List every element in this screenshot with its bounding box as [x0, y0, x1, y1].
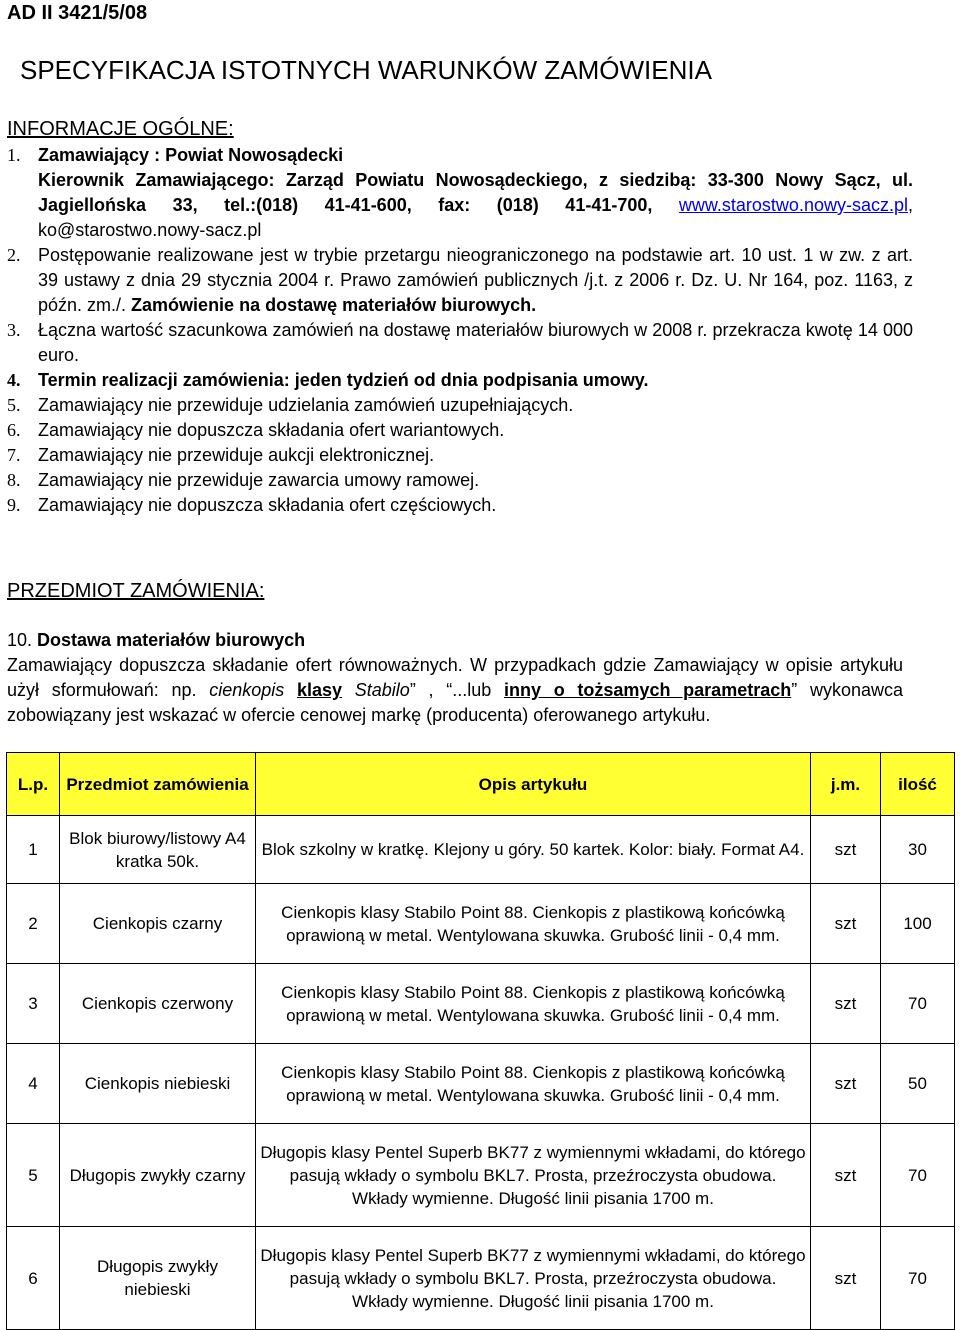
document-title: SPECYFIKACJA ISTOTNYCH WARUNKÓW ZAMÓWIENIA: [20, 55, 712, 85]
cell-unit: szt: [811, 884, 881, 964]
item-number: 1.: [7, 145, 21, 165]
header-description: Opis artykułu: [256, 753, 811, 816]
authority-details: Kierownik Zamawiającego: Zarząd Powiatu Nowosądeckiego, z siedzibą: 33-300 Nowy Sącz, ul. Jagiellońska 33, tel.:(018) 41-41-600, fax: (018) 41-41-700,: [38, 170, 913, 215]
cell-lp: 6: [7, 1227, 60, 1330]
general-item-1: [7, 143, 913, 243]
document-reference: AD II 3421/5/08: [7, 2, 148, 24]
header-subject: Przedmiot zamówienia: [60, 753, 256, 816]
general-info-heading: INFORMACJE OGÓLNE:: [7, 118, 234, 140]
cell-lp: 1: [7, 816, 60, 884]
item-number: 4.: [7, 370, 21, 390]
cell-unit: szt: [811, 1044, 881, 1124]
cell-subject: Blok biurowy/listowy A4 kratka 50k.: [60, 816, 256, 884]
email-text: , ko@starostwo.nowy-sacz.pl: [38, 195, 913, 240]
table-row: [7, 884, 955, 964]
website-link[interactable]: www.starostwo.nowy-sacz.pl: [678, 195, 908, 215]
product-description: [7, 653, 903, 728]
cell-unit: szt: [811, 964, 881, 1044]
example-prefix: cienkopis: [209, 680, 297, 700]
general-item-6: [7, 418, 913, 443]
item-number: 6.: [7, 420, 21, 440]
cell-subject: Cienkopis czerwony: [60, 964, 256, 1044]
cell-description: Cienkopis klasy Stabilo Point 88. Cienkopis z plastikową końcówką oprawioną w metal. Wentylowana skuwka. Grubość linii - 0,4 mm.: [256, 964, 811, 1044]
general-item-7: [7, 443, 913, 468]
procedure-text: Postępowanie realizowane jest w trybie przetargu nieograniczonego na podstawie art. 10 ust. 1 w zw. z art. 39 ustawy z dnia 29 stycznia 2004 r. Prawo zamówień publicznych /j.t. z 2006 r. Dz. U. Nr 164, poz. 1163, z późn. zm./.: [38, 245, 913, 315]
contracting-authority: Zamawiający : Powiat Nowosądecki: [38, 145, 344, 165]
general-item-4: [7, 368, 913, 393]
table-row: [7, 964, 955, 1044]
item-text: Zamawiający nie dopuszcza składania ofert częściowych.: [38, 495, 497, 515]
procedure-subject: Zamówienie na dostawę materiałów biurowych.: [131, 295, 537, 315]
cell-subject: Cienkopis czarny: [60, 884, 256, 964]
item-number: 9.: [7, 495, 21, 515]
cell-subject: Długopis zwykły niebieski: [60, 1227, 256, 1330]
general-item-5: [7, 393, 913, 418]
general-item-9: [7, 493, 913, 518]
cell-description: Cienkopis klasy Stabilo Point 88. Cienkopis z plastikową końcówką oprawioną w metal. Wentylowana skuwka. Grubość linii - 0,4 mm.: [256, 1044, 811, 1124]
cell-lp: 4: [7, 1044, 60, 1124]
cell-quantity: 70: [881, 964, 955, 1044]
general-item-8: [7, 468, 913, 493]
item-text: Termin realizacji zamówienia: jeden tydzień od dnia podpisania umowy.: [38, 370, 649, 390]
cell-description: Blok szkolny w kratkę. Klejony u góry. 50 kartek. Kolor: biały. Format A4.: [256, 816, 811, 884]
subject-heading: PRZEDMIOT ZAMÓWIENIA:: [7, 580, 265, 602]
item-number: 7.: [7, 445, 21, 465]
cell-description: Długopis klasy Pentel Superb BK77 z wymiennymi wkładami, do którego pasują wkłady o symbolu BKL7. Prosta, przeźroczysta obudowa. Wkłady wymienne. Długość linii pisania 1700 m.: [256, 1124, 811, 1227]
item-number: 5.: [7, 395, 21, 415]
item-text: Zamawiający nie przewiduje udzielania zamówień uzupełniających.: [38, 395, 574, 415]
cell-unit: szt: [811, 816, 881, 884]
cell-lp: 3: [7, 964, 60, 1044]
items-table: [6, 752, 955, 1330]
table-row: [7, 1044, 955, 1124]
cell-subject: Cienkopis niebieski: [60, 1044, 256, 1124]
product-text-2: ” , “...lub: [409, 680, 504, 700]
example-klasy: klasy: [297, 680, 343, 700]
item-number: 3.: [7, 320, 21, 340]
item-text: Zamawiający nie przewiduje aukcji elektronicznej.: [38, 445, 435, 465]
item-number: 8.: [7, 470, 21, 490]
product-text-3: ” wykonawca zobowiązany jest wskazać w ofercie cenowej markę (producenta) oferowanego artykułu.: [7, 680, 903, 725]
cell-quantity: 70: [881, 1227, 955, 1330]
equivalent-phrase: inny o tożsamych parametrach: [503, 680, 792, 700]
item-number: 2.: [7, 245, 21, 265]
item-text: Zamawiający nie przewiduje zawarcia umowy ramowej.: [38, 470, 480, 490]
table-header-row: [7, 753, 955, 816]
cell-unit: szt: [811, 1227, 881, 1330]
cell-lp: 5: [7, 1124, 60, 1227]
example-suffix: Stabilo: [342, 680, 410, 700]
cell-quantity: 70: [881, 1124, 955, 1227]
product-number: 10.: [7, 630, 33, 650]
product-title: Dostawa materiałów biurowych: [37, 630, 306, 650]
header-quantity: ilość: [881, 753, 955, 816]
cell-description: Cienkopis klasy Stabilo Point 88. Cienkopis z plastikową końcówką oprawioną w metal. Wentylowana skuwka. Grubość linii - 0,4 mm.: [256, 884, 811, 964]
product-text-1: Zamawiający dopuszcza składanie ofert równoważnych. W przypadkach gdzie Zamawiający w opisie artykułu użył sformułowań: np.: [7, 655, 903, 700]
header-unit: j.m.: [811, 753, 881, 816]
cell-unit: szt: [811, 1124, 881, 1227]
cell-lp: 2: [7, 884, 60, 964]
general-item-2: [7, 243, 913, 318]
table-row: [7, 816, 955, 884]
cell-quantity: 50: [881, 1044, 955, 1124]
table-row: [7, 1227, 955, 1330]
header-lp: L.p.: [7, 753, 60, 816]
item-text: Zamawiający nie dopuszcza składania ofert wariantowych.: [38, 420, 505, 440]
general-item-3: [7, 318, 913, 368]
cell-quantity: 100: [881, 884, 955, 964]
cell-quantity: 30: [881, 816, 955, 884]
table-row: [7, 1124, 955, 1227]
general-info-list: [7, 143, 913, 518]
item-text: Łączna wartość szacunkowa zamówień na dostawę materiałów biurowych w 2008 r. przekracza kwotę 14 000 euro.: [38, 320, 913, 365]
cell-subject: Długopis zwykły czarny: [60, 1124, 256, 1227]
cell-description: Długopis klasy Pentel Superb BK77 z wymiennymi wkładami, do którego pasują wkłady o symbolu BKL7. Prosta, przeźroczysta obudowa. Wkłady wymienne. Długość linii pisania 1700 m.: [256, 1227, 811, 1330]
product-section: [7, 628, 903, 728]
